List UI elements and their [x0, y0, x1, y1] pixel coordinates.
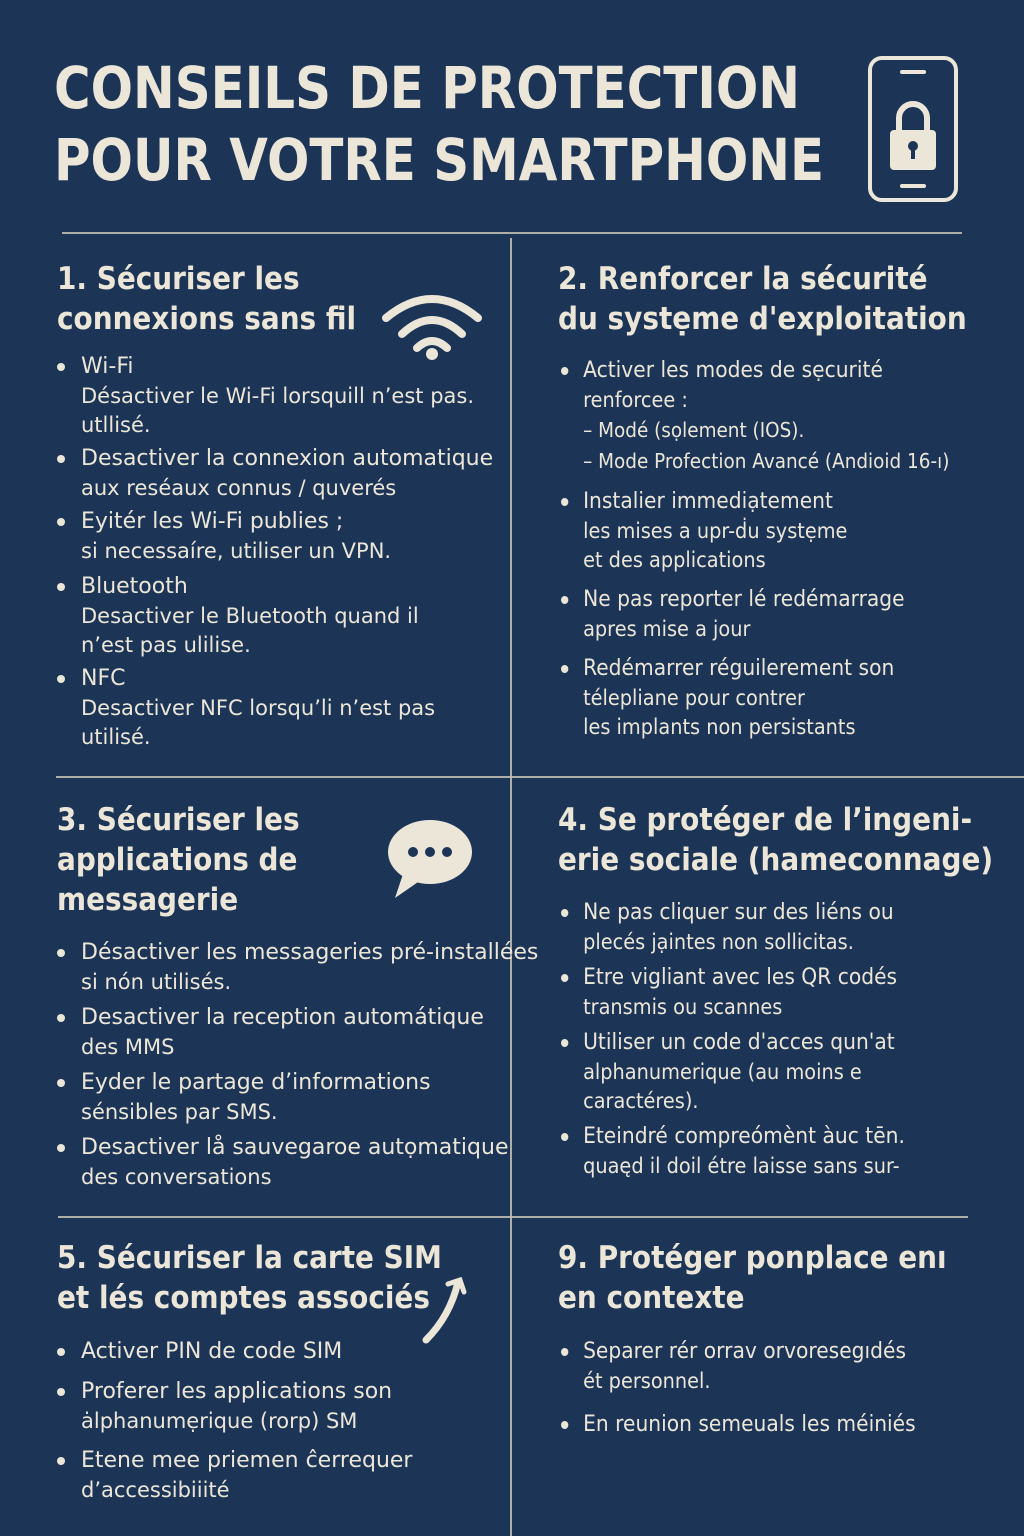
section-1-title: 1. Sécuriser les connexions sans fil	[57, 261, 357, 337]
wifi-icon	[382, 290, 482, 360]
list-item: Desactiver la connexion automatique aux reséaux connus / quverés	[57, 444, 493, 503]
title-line-1: CONSEILS DE PROTECTION	[54, 54, 801, 122]
section-6-title: 9. Protéger ponplace enı en contexte	[558, 1240, 947, 1316]
section-3-title: 3. Sécuriser les applications de messagerie	[57, 802, 300, 918]
list-item: Ne pas cliquer sur des liéns ou plecés jạintes non sollicitas.	[561, 898, 905, 957]
section-6-list	[561, 1337, 916, 1440]
list-item: Eyder le partage d’informations sénsibles par SMS.	[57, 1068, 538, 1127]
section-2-title: 2. Renforcer la sécurité du systẹme d'exploitation	[558, 261, 967, 337]
section-5-list	[57, 1337, 412, 1505]
arrow-icon	[420, 1276, 470, 1346]
section-5-title: 5. Sécuriser la carte SIM et lés comptes associés	[57, 1240, 442, 1316]
padlock-icon	[872, 60, 954, 198]
list-item: Eyitér les Wi-Fi publies ; si necessaíre, utiliser un VPN.	[57, 507, 493, 566]
phone-home-bar	[900, 184, 926, 188]
chat-bubble-icon	[385, 818, 475, 898]
title-line-2: POUR VOTRE SMARTPHONE	[54, 126, 825, 194]
list-item: Separer rér orrav orvoresegıdés ét personnel.	[561, 1337, 916, 1396]
section-3-list	[57, 938, 538, 1192]
section-1-list	[57, 352, 493, 752]
list-item: Eteindré compreómènt àuc tēn. quaęd il doil étre laisse sans sur-	[561, 1122, 905, 1181]
divider-row-1	[56, 776, 1024, 778]
divider-vertical	[510, 238, 512, 1536]
list-item: Proferer les applications son ȧlphanumẹrique (rorp) SM	[57, 1377, 412, 1436]
list-item: Activer les modes de sẹcurité renforcee : – Modé (sọlement (IOS). – Mode Profection Avancé (Andioid 16-ı)	[561, 356, 949, 477]
list-item: Etre vigliant avec les QR codés transmis ou scannes	[561, 963, 905, 1022]
list-item: Utiliser un code d'acces qun'at alphanumerique (au moins e caractéres).	[561, 1028, 905, 1116]
section-4-title: 4. Se protéger de l’ingeni- erie sociale (hameconnage)	[558, 802, 994, 878]
list-item: Activer PIN de code SIM	[57, 1337, 412, 1367]
list-item: Redémarrer réguilerement son télepliane pour contrer les implants non persistants	[561, 654, 949, 742]
section-2-list	[561, 356, 949, 742]
divider-row-2	[58, 1216, 968, 1218]
list-item: Desactiver lå sauvegaroe autọmatique des conversations	[57, 1133, 538, 1192]
list-item: Bluetooth Desactiver le Bluetooth quand il n’est pas ulilise.	[57, 572, 493, 660]
list-item: En reunion semeuals les méiniés	[561, 1410, 916, 1440]
divider-top	[62, 232, 962, 234]
list-item: Instalier immediạtement les mises a upr-ḋu systẹme et des applications	[561, 487, 949, 575]
page-title	[54, 52, 825, 196]
list-item: Etene mee priemen ĉerrequer d’accessibiiité	[57, 1446, 412, 1505]
list-item: NFC Desactiver NFC lorsqu’li n’est pas utilisé.	[57, 664, 493, 752]
list-item: Desactiver la reception automátique des MMS	[57, 1003, 538, 1062]
list-item: Désactiver les messageries pré-installées si nón utilisés.	[57, 938, 538, 997]
phone-lock-icon	[868, 56, 958, 202]
list-item: Wi-Fi Désactiver le Wi-Fi lorsquill n’est pas. utllisé.	[57, 352, 493, 440]
list-item: Ne pas reporter lé redémarrage apres mise a jour	[561, 585, 949, 644]
section-4-list	[561, 898, 905, 1181]
